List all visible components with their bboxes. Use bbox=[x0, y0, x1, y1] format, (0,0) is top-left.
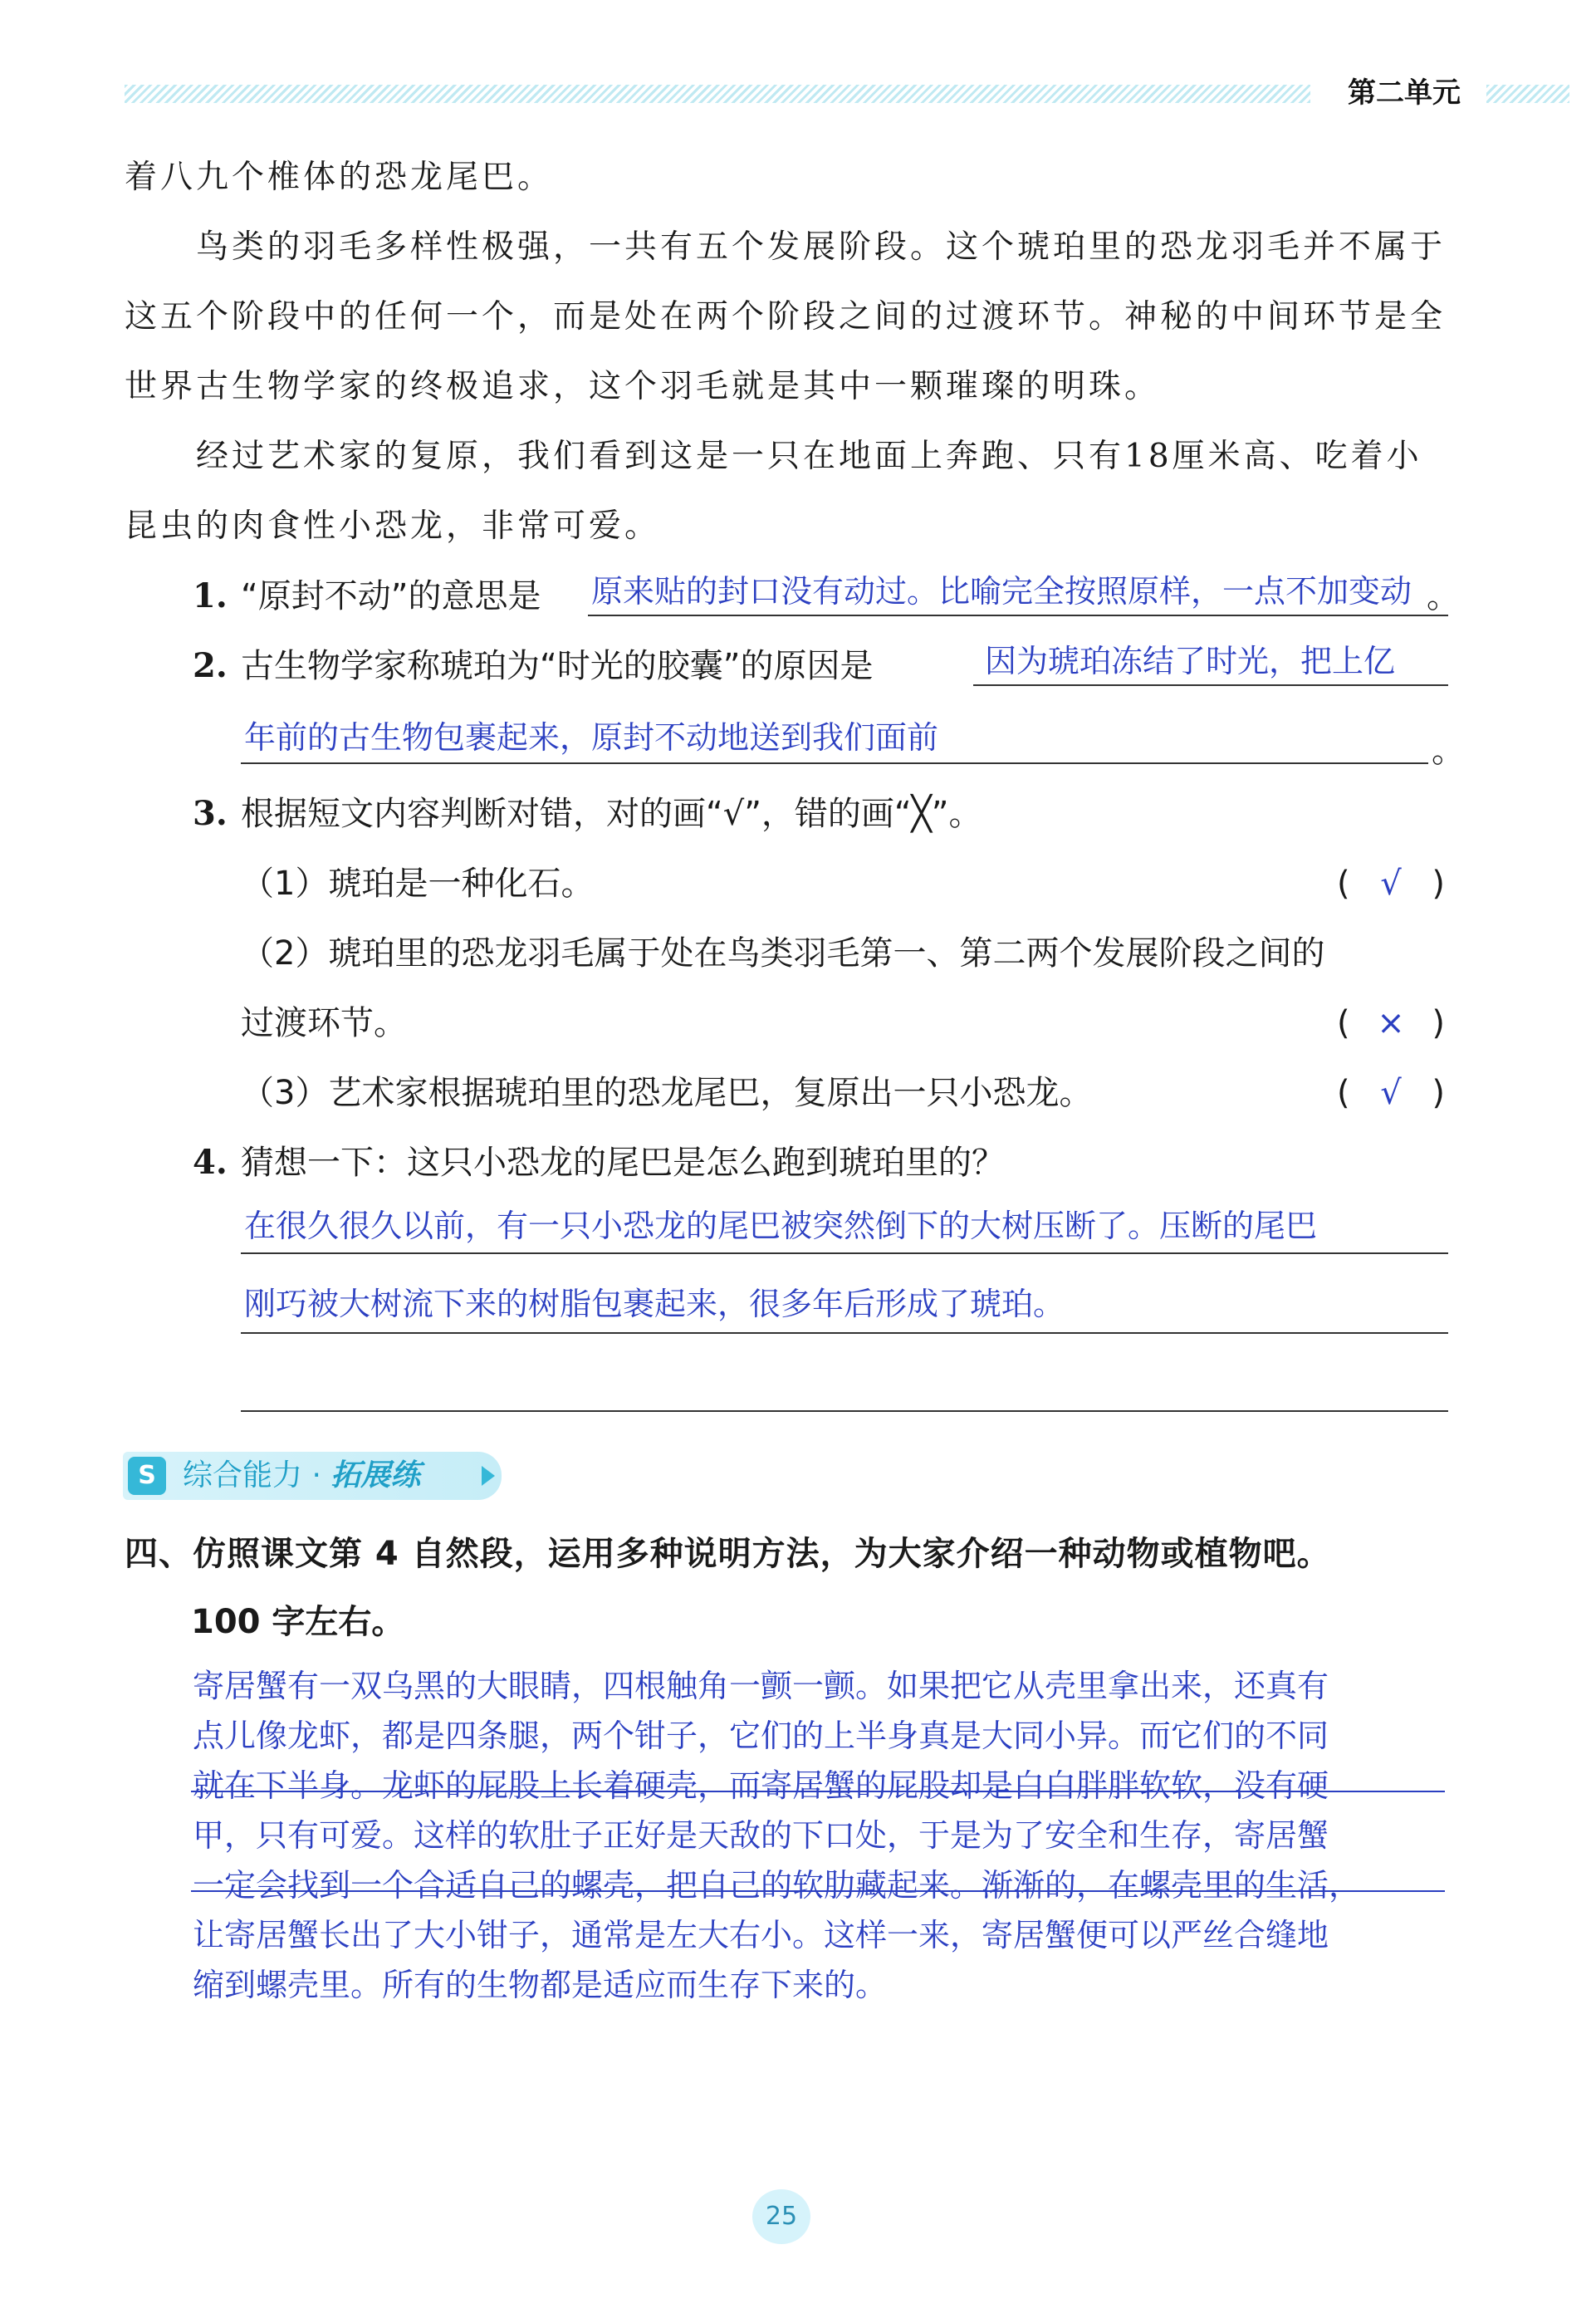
answer-underline bbox=[241, 762, 1428, 764]
answer-underline bbox=[241, 1332, 1448, 1334]
answer-text: 在很久很久以前，有一只小恐龙的尾巴被突然倒下的大树压断了。压断的尾巴 bbox=[244, 1208, 1318, 1244]
workbook-page: 第二单元 着八九个椎体的恐龙尾巴。 鸟类的羽毛多样性极强，一共有五个发展阶段。这个琥珀里的恐龙羽毛并不属于这五个阶段中的任何一个，而是处在两个阶段之间的过渡环节。神秘的中间环节是全世界古生物学家的终极追求，这个羽毛就是其中一颗璀璨的明珠。 经过艺术家的复原，我们看到这是一只在地面上奔跑、只有18厘米高、吃着小昆虫的肉食性小恐龙，非常可爱。 1. “原封不动”的意思是 原来贴的封口没有动过。比喻完全按照原样，一点不加变动 。 2. 古生物学家称琥珀为“时光的胶囊”的原因是 因为琥珀冻结了时光，把上亿 年前的古生物包裹起来，原封不动地送到我们面前 。 3. 根据短文内容判断对错，对的画“√”，错的画“╳”。 （1）琥珀是一种化石。 ( √ ) （2）琥珀里的恐龙羽毛属于处在鸟类羽毛第一、第二两个发展阶段之间的 过渡环节。 ( × ) （3）艺术家根据琥珀里的恐龙尾巴，复原出一只小恐龙。 ( √ ) 4. 猜想一下：这只小恐龙的尾巴是怎么跑到琥珀里的？ 在很久很久以前，有一只小恐龙的尾巴被突然倒下的大树压断了。压断的尾巴 刚巧被大树流下来的树脂包裹起来，很多年后形成了琥珀。 S 综合能力 · 拓展练 四、仿照课文第 4 自然段，运用多种说明方法，为大家介绍一种动物或植物吧。 100 字左右。 寄居蟹有一双乌黑的大眼睛，四根触角一颤一颤。如果把它从壳里拿出来，还真有 点儿像龙虾，都是四条腿，两个钳子，它们的上半身真是大同小异。而它们的不同 就在下半身。龙虾的屁股上长着硬壳，而寄居蟹的屁股却是白白胖胖软软，没有硬 甲，只有可爱。这样的软肚子正好是天敌的下口处，于是为了安全和生存，寄居蟹 一定会找到一个合适自己的螺壳，把自己的软肋藏起来。渐渐的，在螺壳里的生活， 让寄居蟹长出了大小钳子，通常是左大右小。这样一来，寄居蟹便可以严丝合缝地 缩到螺壳里。所有的生物都是适应而生存下来的。 25 bbox=[0, 0, 1596, 2323]
cross-mark: × bbox=[1377, 1004, 1405, 1042]
section-banner-label: 综合能力 · 拓展练 bbox=[183, 1458, 421, 1492]
period: 。 bbox=[1427, 577, 1460, 615]
section-subtitle: 100 字左右。 bbox=[191, 1603, 405, 1641]
answer-underline bbox=[973, 684, 1448, 686]
question-text: 根据短文内容判断对错，对的画“√”，错的画“╳”。 bbox=[241, 795, 982, 833]
arrow-right-icon bbox=[482, 1466, 495, 1486]
question-text: “原封不动”的意思是 bbox=[241, 577, 541, 615]
unit-label: 第二单元 bbox=[1334, 73, 1475, 113]
essay-line: 就在下半身。龙虾的屁股上长着硬壳，而寄居蟹的屁股却是白白胖胖软软，没有硬 bbox=[193, 1767, 1329, 1804]
essay-line: 缩到螺壳里。所有的生物都是适应而生存下来的。 bbox=[193, 1967, 888, 2003]
judgement-item-continued: 过渡环节。 bbox=[241, 1004, 407, 1042]
answer-text: 刚巧被大树流下来的树脂包裹起来，很多年后形成了琥珀。 bbox=[244, 1286, 1065, 1322]
question-number: 2. bbox=[193, 646, 228, 685]
check-mark: √ bbox=[1380, 865, 1402, 903]
answer-text: 年前的古生物包裹起来，原封不动地送到我们面前 bbox=[244, 719, 939, 756]
question-number: 1. bbox=[193, 576, 228, 615]
question-text: 猜想一下：这只小恐龙的尾巴是怎么跑到琥珀里的？ bbox=[241, 1144, 1005, 1182]
essay-line: 让寄居蟹长出了大小钳子，通常是左大右小。这样一来，寄居蟹便可以严丝合缝地 bbox=[193, 1917, 1329, 1953]
page-number: 25 bbox=[765, 2202, 798, 2231]
answer-text: 原来贴的封口没有动过。比喻完全按照原样，一点不加变动 bbox=[591, 573, 1412, 610]
question-number: 3. bbox=[193, 794, 228, 833]
handwritten-rule bbox=[191, 1890, 1445, 1892]
check-mark: √ bbox=[1380, 1074, 1402, 1112]
essay-line: 点儿像龙虾，都是四条腿，两个钳子，它们的上半身真是大同小异。而它们的不同 bbox=[193, 1718, 1329, 1754]
handwritten-rule bbox=[191, 1791, 1445, 1792]
question-number: 4. bbox=[193, 1143, 228, 1182]
essay-line: 一定会找到一个合适自己的螺壳，把自己的软肋藏起来。渐渐的，在螺壳里的生活， bbox=[193, 1867, 1361, 1904]
judgement-item: （1）琥珀是一种化石。 bbox=[241, 865, 595, 903]
answer-underline bbox=[241, 1252, 1448, 1254]
section-title: 四、仿照课文第 4 自然段，运用多种说明方法，为大家介绍一种动物或植物吧。 bbox=[125, 1535, 1331, 1573]
answer-underline bbox=[588, 615, 1448, 616]
section-icon: S bbox=[128, 1457, 166, 1495]
essay-line: 寄居蟹有一双乌黑的大眼睛，四根触角一颤一颤。如果把它从壳里拿出来，还真有 bbox=[193, 1668, 1329, 1704]
answer-underline bbox=[241, 1410, 1448, 1412]
judgement-item: （2）琥珀里的恐龙羽毛属于处在鸟类羽毛第一、第二两个发展阶段之间的 bbox=[241, 934, 1325, 973]
passage-paragraph: 经过艺术家的复原，我们看到这是一只在地面上奔跑、只有18厘米高、吃着小昆虫的肉食性小恐龙，非常可爱。 bbox=[125, 438, 1422, 545]
answer-text: 因为琥珀冻结了时光，把上亿 bbox=[985, 643, 1396, 679]
passage-paragraph: 鸟类的羽毛多样性极强，一共有五个发展阶段。这个琥珀里的恐龙羽毛并不属于这五个阶段中的任何一个，而是处在两个阶段之间的过渡环节。神秘的中间环节是全世界古生物学家的终极追求，这个羽毛就是其中一颗璀璨的明珠。 bbox=[125, 228, 1447, 405]
question-text: 古生物学家称琥珀为“时光的胶囊”的原因是 bbox=[241, 647, 874, 685]
judgement-item: （3）艺术家根据琥珀里的恐龙尾巴，复原出一只小恐龙。 bbox=[241, 1074, 1093, 1112]
passage-paragraph: 着八九个椎体的恐龙尾巴。 bbox=[125, 159, 554, 196]
header-stripe bbox=[125, 85, 1310, 103]
header-stripe-right bbox=[1486, 85, 1569, 103]
period: 。 bbox=[1432, 732, 1465, 770]
essay-line: 甲，只有可爱。这样的软肚子正好是天敌的下口处，于是为了安全和生存，寄居蟹 bbox=[193, 1817, 1329, 1854]
section-banner bbox=[123, 1452, 502, 1500]
